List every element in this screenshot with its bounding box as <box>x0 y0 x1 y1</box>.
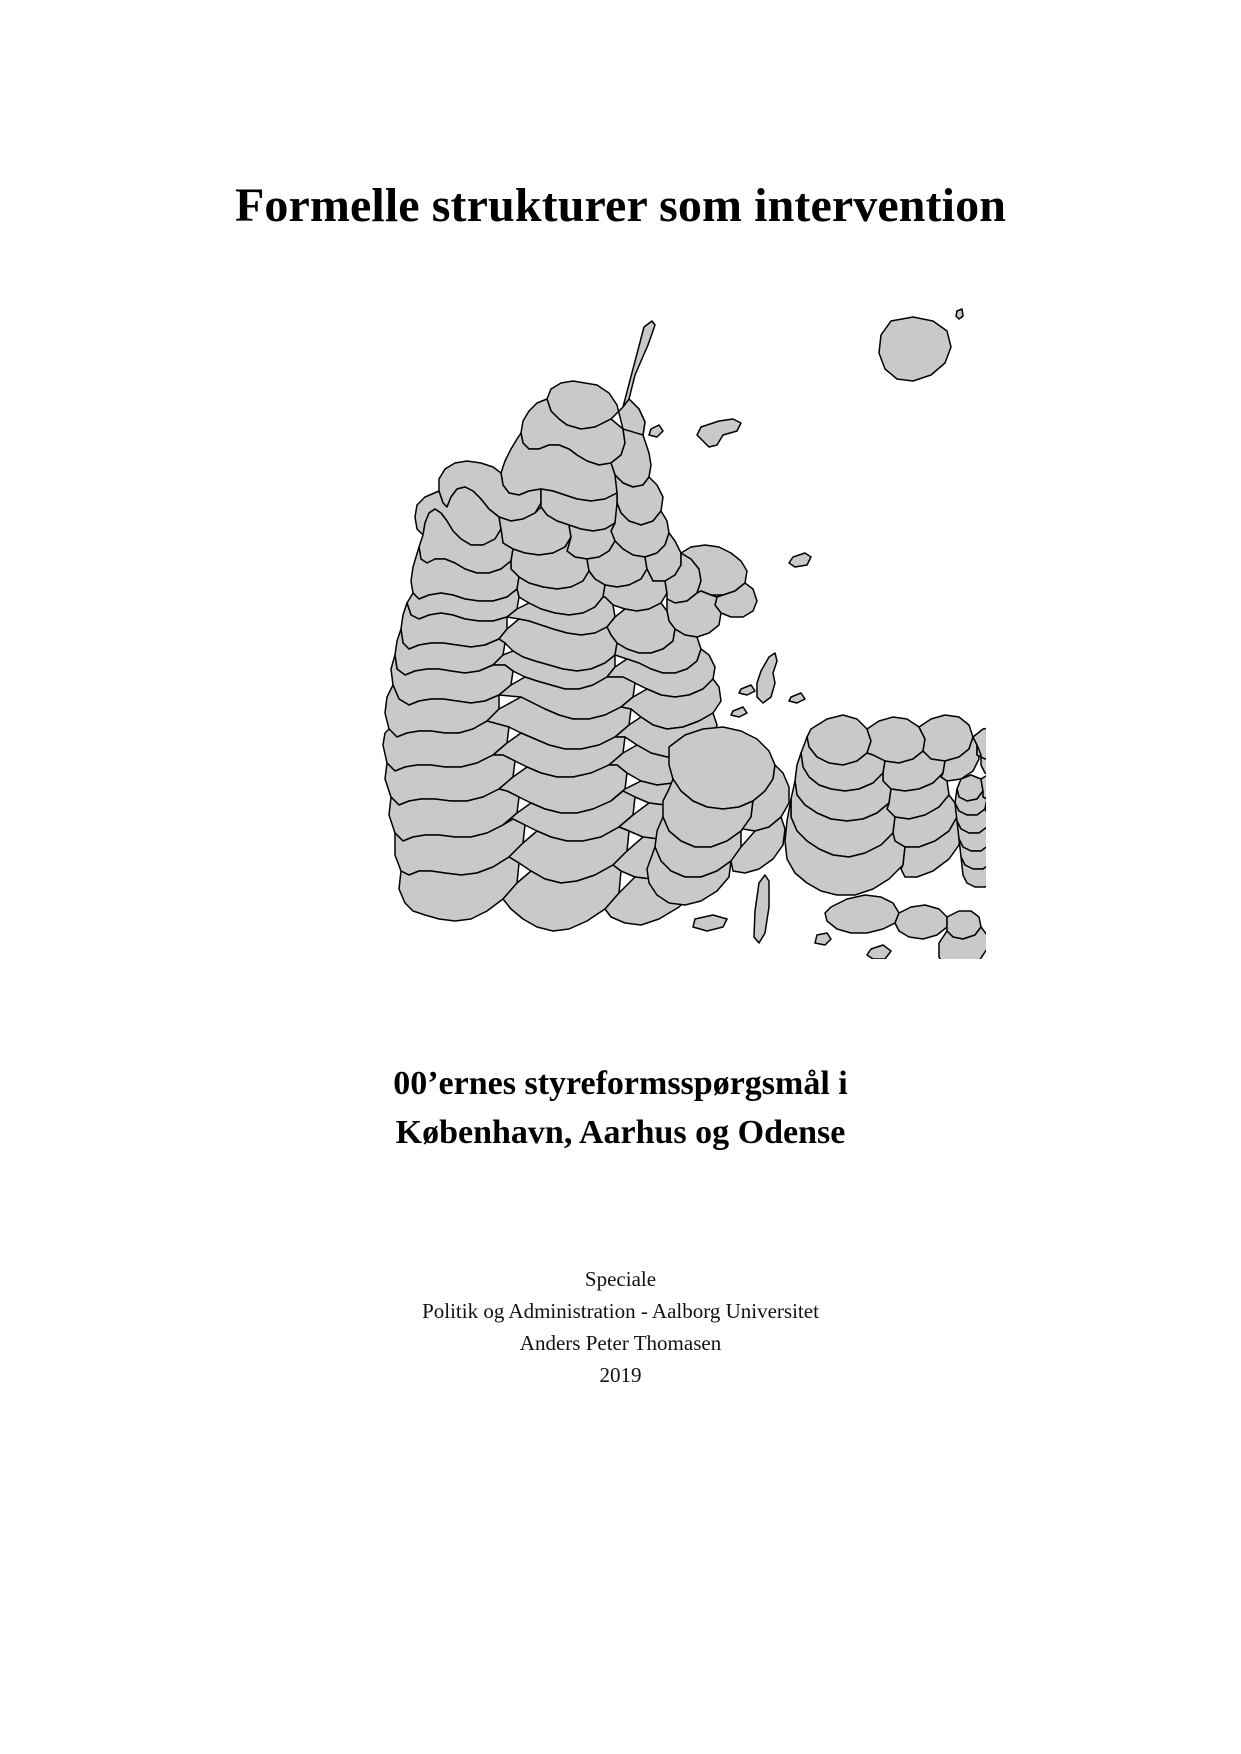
subtitle-line-1: 00’ernes styreformsspørgsmål i <box>393 1065 848 1103</box>
metadata-block <box>0 1264 1241 1392</box>
subtitle-line-2: København, Aarhus og Odense <box>395 1114 846 1152</box>
denmark-municipalities-map-icon <box>256 259 986 959</box>
page-title: Formelle strukturer som intervention <box>234 179 1006 232</box>
program-and-institution: Politik og Administration - Aalborg Universitet <box>422 1298 819 1323</box>
title-block <box>0 178 1241 233</box>
document-type: Speciale <box>584 1266 657 1291</box>
author-name: Anders Peter Thomasen <box>519 1330 722 1355</box>
publication-year: 2019 <box>599 1362 642 1387</box>
subtitle-block <box>0 1059 1241 1158</box>
cover-map-figure <box>256 259 986 959</box>
